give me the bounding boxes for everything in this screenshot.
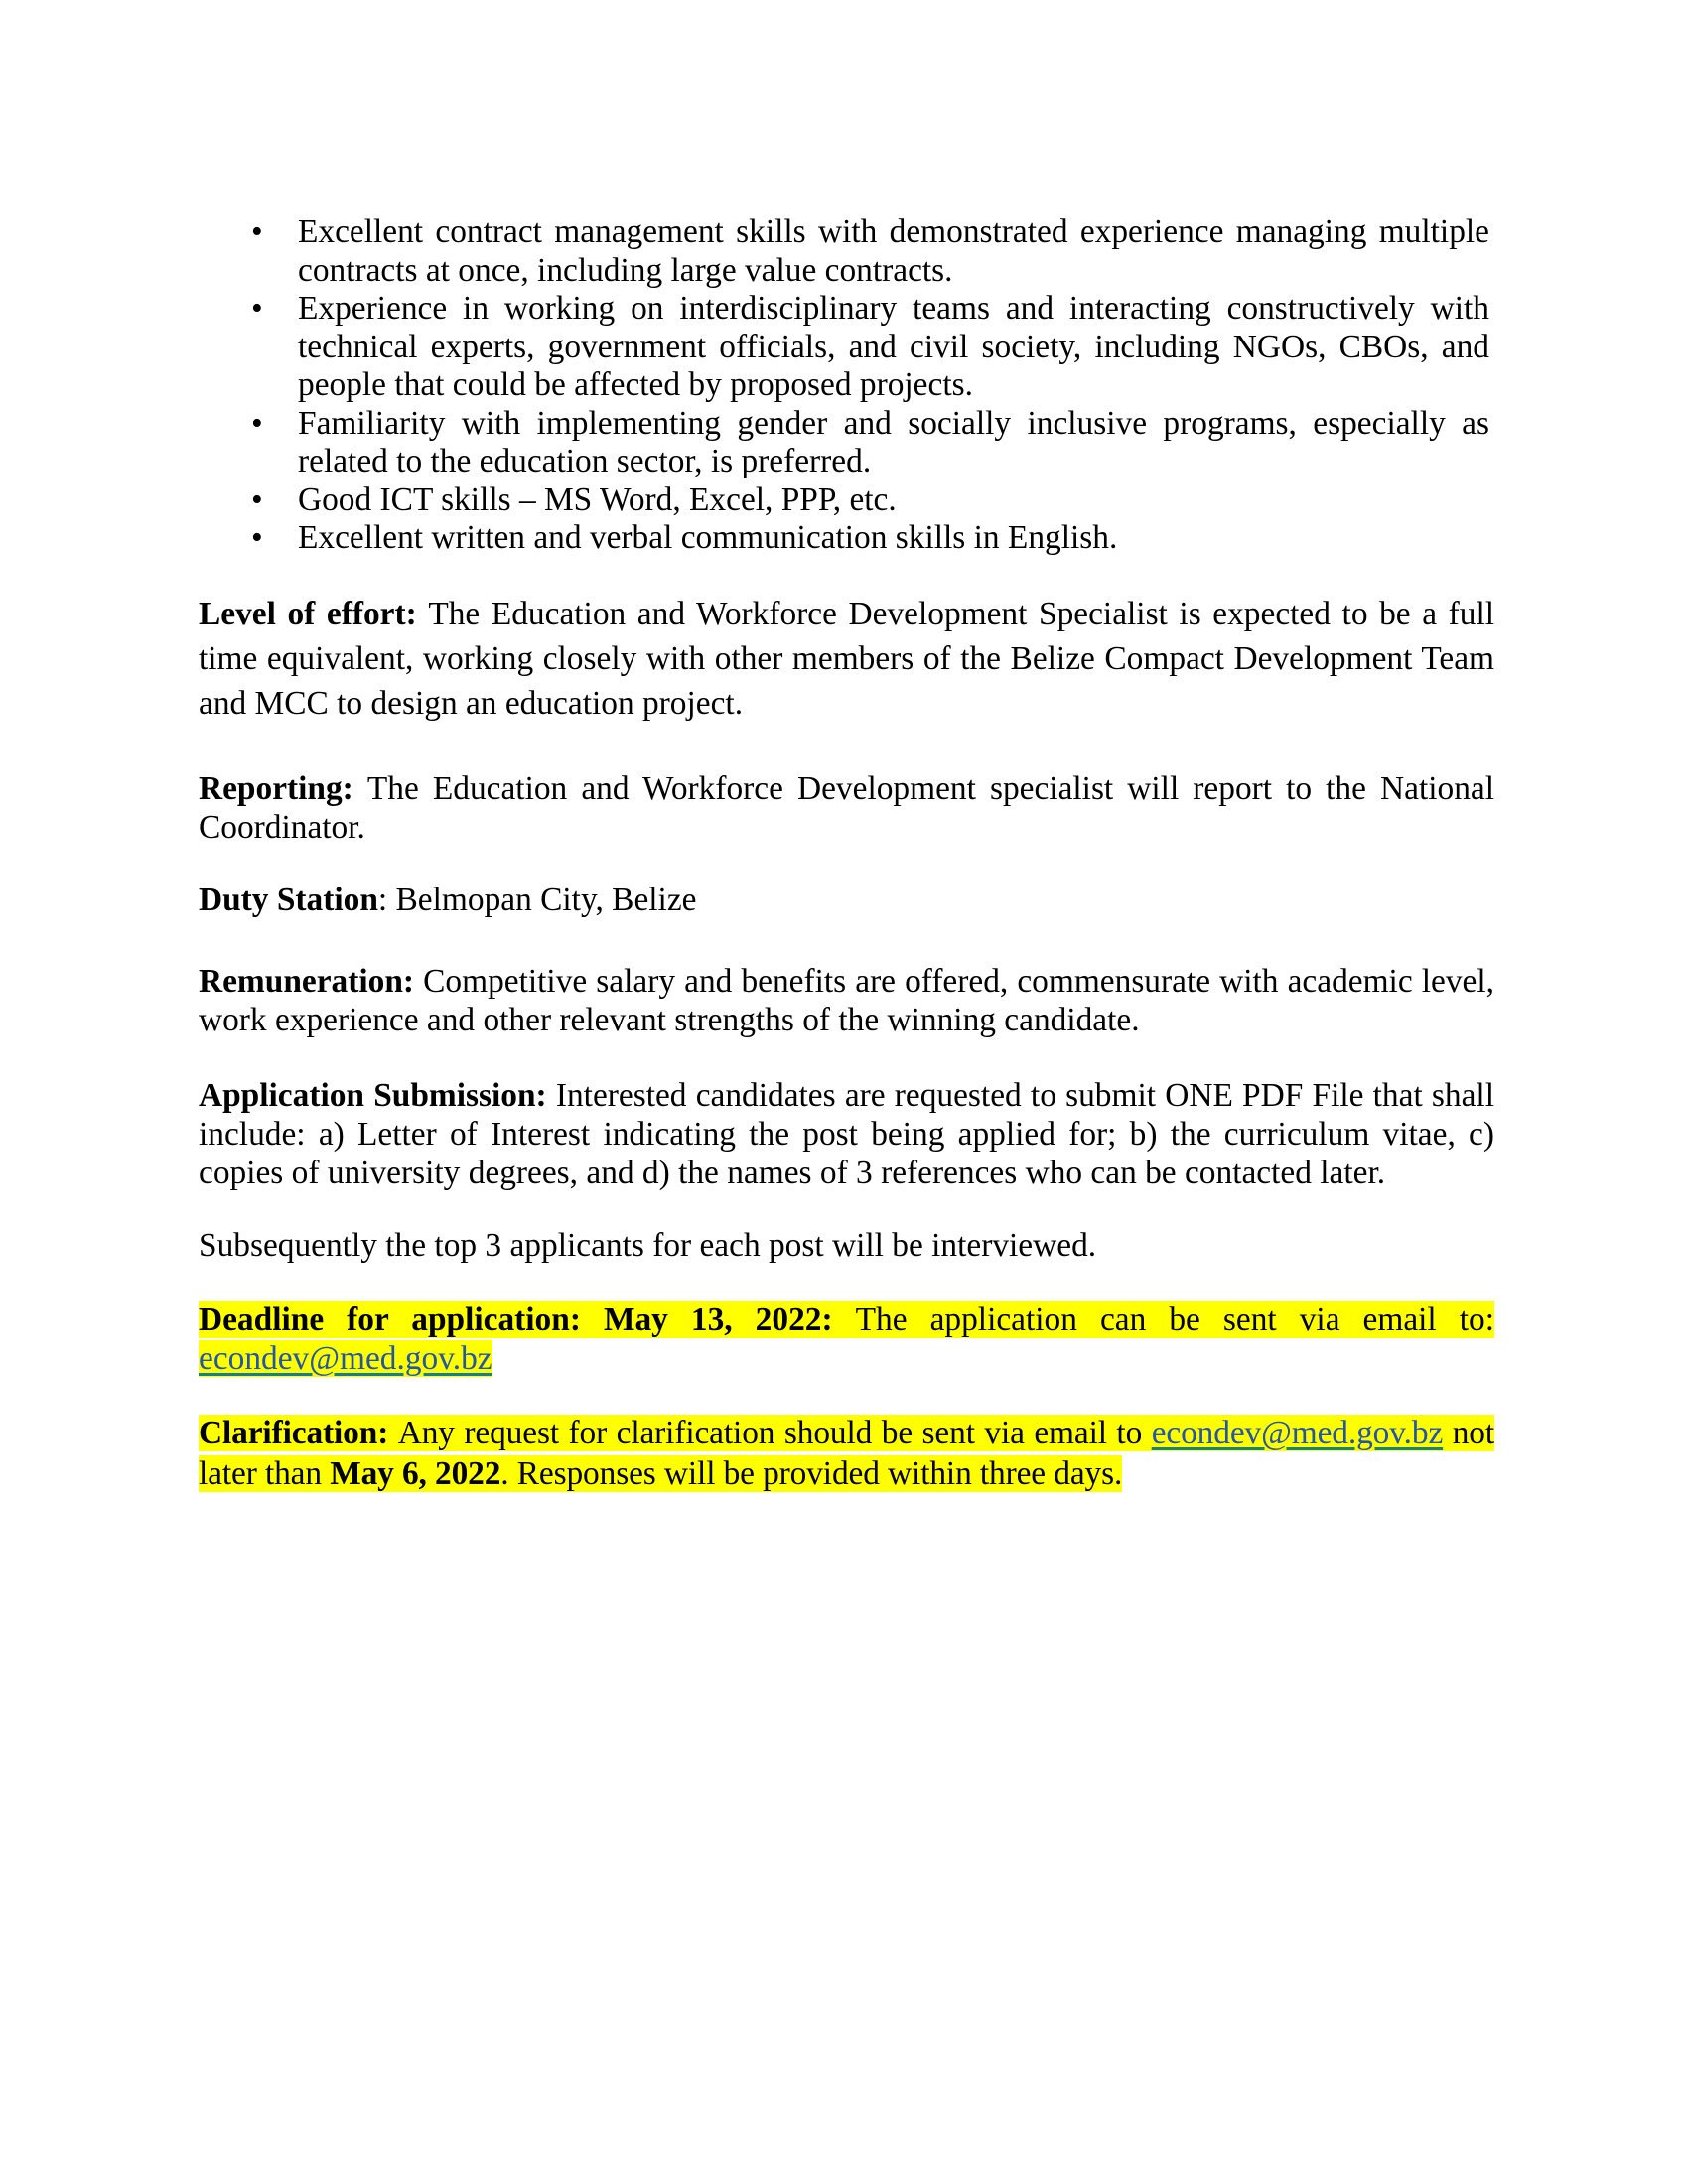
bullet-item-gender-inclusive: • Familiarity with implementing gender and socially inclusive programs, especially as related to the education sector, is preferred. — [298, 405, 1489, 481]
reporting-paragraph — [199, 769, 1494, 847]
qualifications-bullet-list — [199, 213, 1489, 558]
level-of-effort-body: The Education and Workforce Development Specialist is expected to be a full time equivalent, working closely with other members of the Belize Compact Development Team and MCC to design an education project. — [199, 595, 1494, 722]
deadline-highlight — [199, 1301, 1494, 1377]
reporting-body: The Education and Workforce Development specialist will report to the National Coordinator. — [199, 769, 1494, 846]
bullet-item-communication-skills: • Excellent written and verbal communication skills in English. — [298, 519, 1489, 558]
level-of-effort-label: Level of effort: — [199, 595, 417, 632]
clarification-date: May 6, 2022 — [330, 1454, 501, 1492]
application-submission-paragraph — [199, 1076, 1494, 1192]
interview-note-body: Subsequently the top 3 applicants for each post will be interviewed. — [199, 1226, 1097, 1264]
application-submission-label: Application Submission: — [199, 1076, 547, 1114]
document-content — [199, 213, 1494, 1494]
deadline-label: Deadline for application: May 13, 2022: — [199, 1300, 833, 1338]
clarification-body-middle: not later than — [199, 1414, 1494, 1492]
level-of-effort-paragraph — [199, 592, 1494, 726]
reporting-label: Reporting: — [199, 769, 353, 807]
clarification-body-after: . Responses will be provided within three days. — [500, 1454, 1123, 1492]
duty-station-paragraph — [199, 881, 1494, 919]
interview-note-paragraph — [199, 1226, 1494, 1265]
bullet-item-ict-skills: • Good ICT skills – MS Word, Excel, PPP, etc. — [298, 481, 1489, 520]
remuneration-body: Competitive salary and benefits are offered, commensurate with academic level, work experience and other relevant strengths of the winning candidate. — [199, 962, 1494, 1038]
application-submission-body: Interested candidates are requested to submit ONE PDF File that shall include: a) Letter of Interest indicating the post being applied for; b) the curriculum vitae, c) copies of university degrees, and d) the names of 3 references who can be contacted later. — [199, 1076, 1494, 1191]
deadline-body: The application can be sent via email to: — [855, 1300, 1494, 1338]
email-link-deadline[interactable]: econdev@med.gov.bz — [199, 1339, 492, 1377]
remuneration-label: Remuneration: — [199, 962, 415, 1000]
email-link-clarification[interactable]: econdev@med.gov.bz — [1151, 1414, 1444, 1451]
deadline-paragraph — [199, 1300, 1494, 1378]
bullet-item-contract-management: • Excellent contract management skills with demonstrated experience managing multiple contracts at once, including large value contracts. — [298, 213, 1489, 290]
duty-station-body: : Belmopan City, Belize — [377, 881, 697, 918]
remuneration-paragraph — [199, 962, 1494, 1039]
bullet-item-interdisciplinary-teams: • Experience in working on interdisciplinary teams and interacting constructively with technical experts, government officials, and civil society, including NGOs, CBOs, and people that could be affected by proposed projects. — [298, 290, 1489, 405]
duty-station-label: Duty Station — [199, 881, 378, 918]
clarification-body-before: Any request for clarification should be sent via email to — [397, 1414, 1143, 1451]
clarification-label: Clarification: — [199, 1414, 389, 1451]
clarification-paragraph — [199, 1413, 1494, 1494]
clarification-highlight — [199, 1415, 1494, 1492]
